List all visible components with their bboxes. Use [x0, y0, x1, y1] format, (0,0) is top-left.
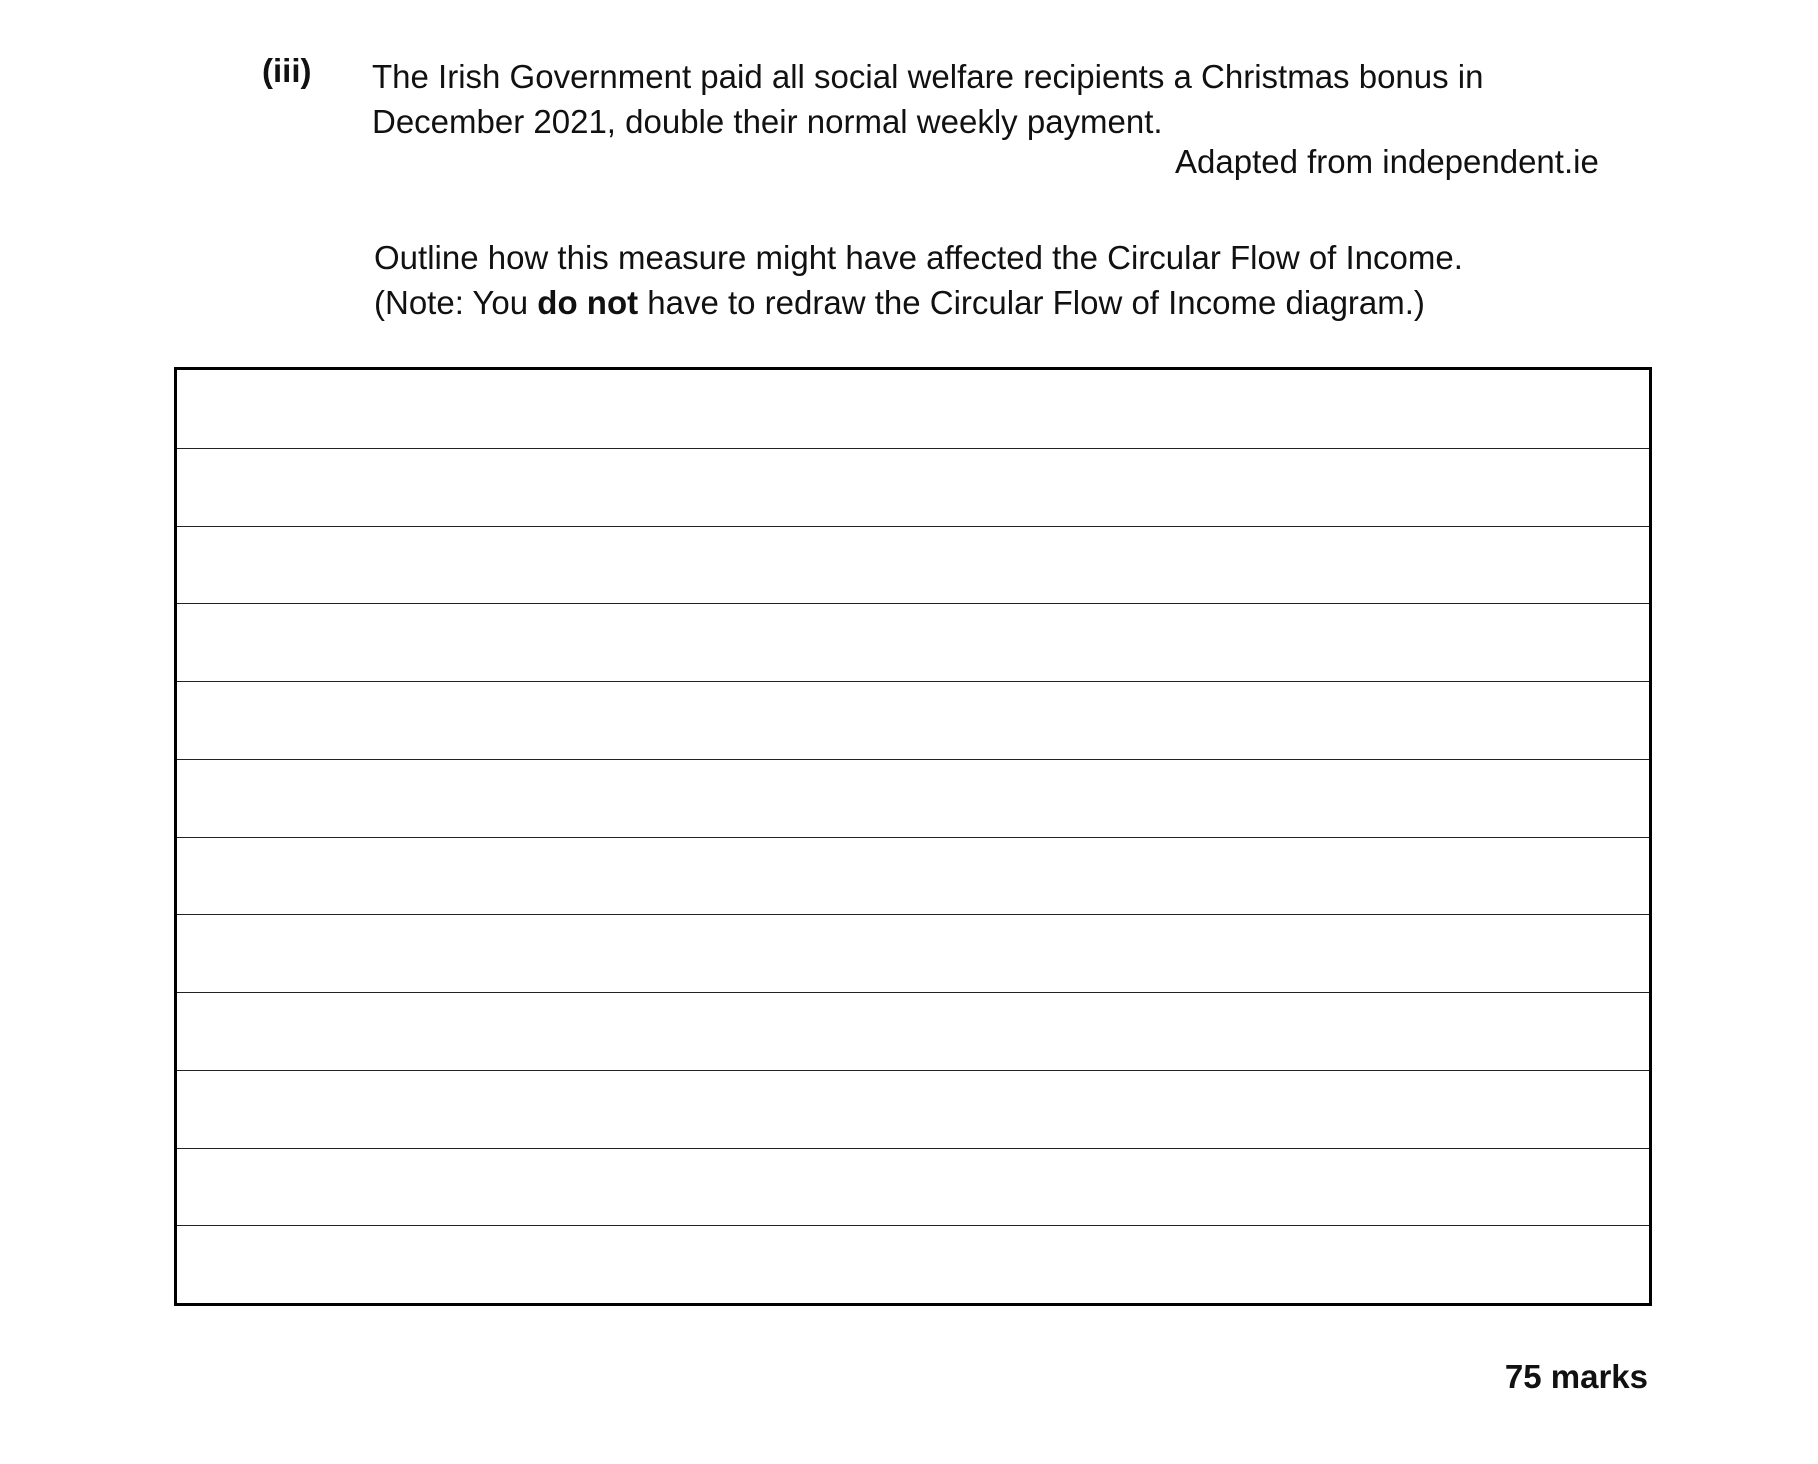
answer-writing-area[interactable] [174, 367, 1652, 1306]
note-emphasis: do not [537, 284, 639, 321]
answer-rule-line [177, 914, 1649, 915]
answer-rule-line [177, 1148, 1649, 1149]
answer-rule-line [177, 759, 1649, 760]
note-suffix: have to redraw the Circular Flow of Income diagram.) [638, 284, 1425, 321]
answer-rule-line [177, 603, 1649, 604]
question-text-line-2: December 2021, double their normal weekly payment. [372, 103, 1163, 140]
marks-total: 75 marks [1504, 1358, 1648, 1395]
answer-rule-line [177, 1070, 1649, 1071]
question-text-line-1: The Irish Government paid all social welfare recipients a Christmas bonus in [372, 58, 1484, 95]
instruction-text [374, 235, 1463, 325]
answer-rule-line [177, 1225, 1649, 1226]
answer-rule-line [177, 526, 1649, 527]
answer-rule-line [177, 448, 1649, 449]
answer-rule-line [177, 681, 1649, 682]
answer-rule-line [177, 837, 1649, 838]
answer-rule-line [177, 992, 1649, 993]
instruction-line-1: Outline how this measure might have affected the Circular Flow of Income. [374, 239, 1463, 276]
question-text [372, 54, 1484, 144]
question-number: (iii) [262, 52, 312, 89]
instruction-line-2 [374, 280, 1463, 325]
source-citation: Adapted from independent.ie [1175, 143, 1599, 180]
note-prefix: (Note: You [374, 284, 538, 321]
